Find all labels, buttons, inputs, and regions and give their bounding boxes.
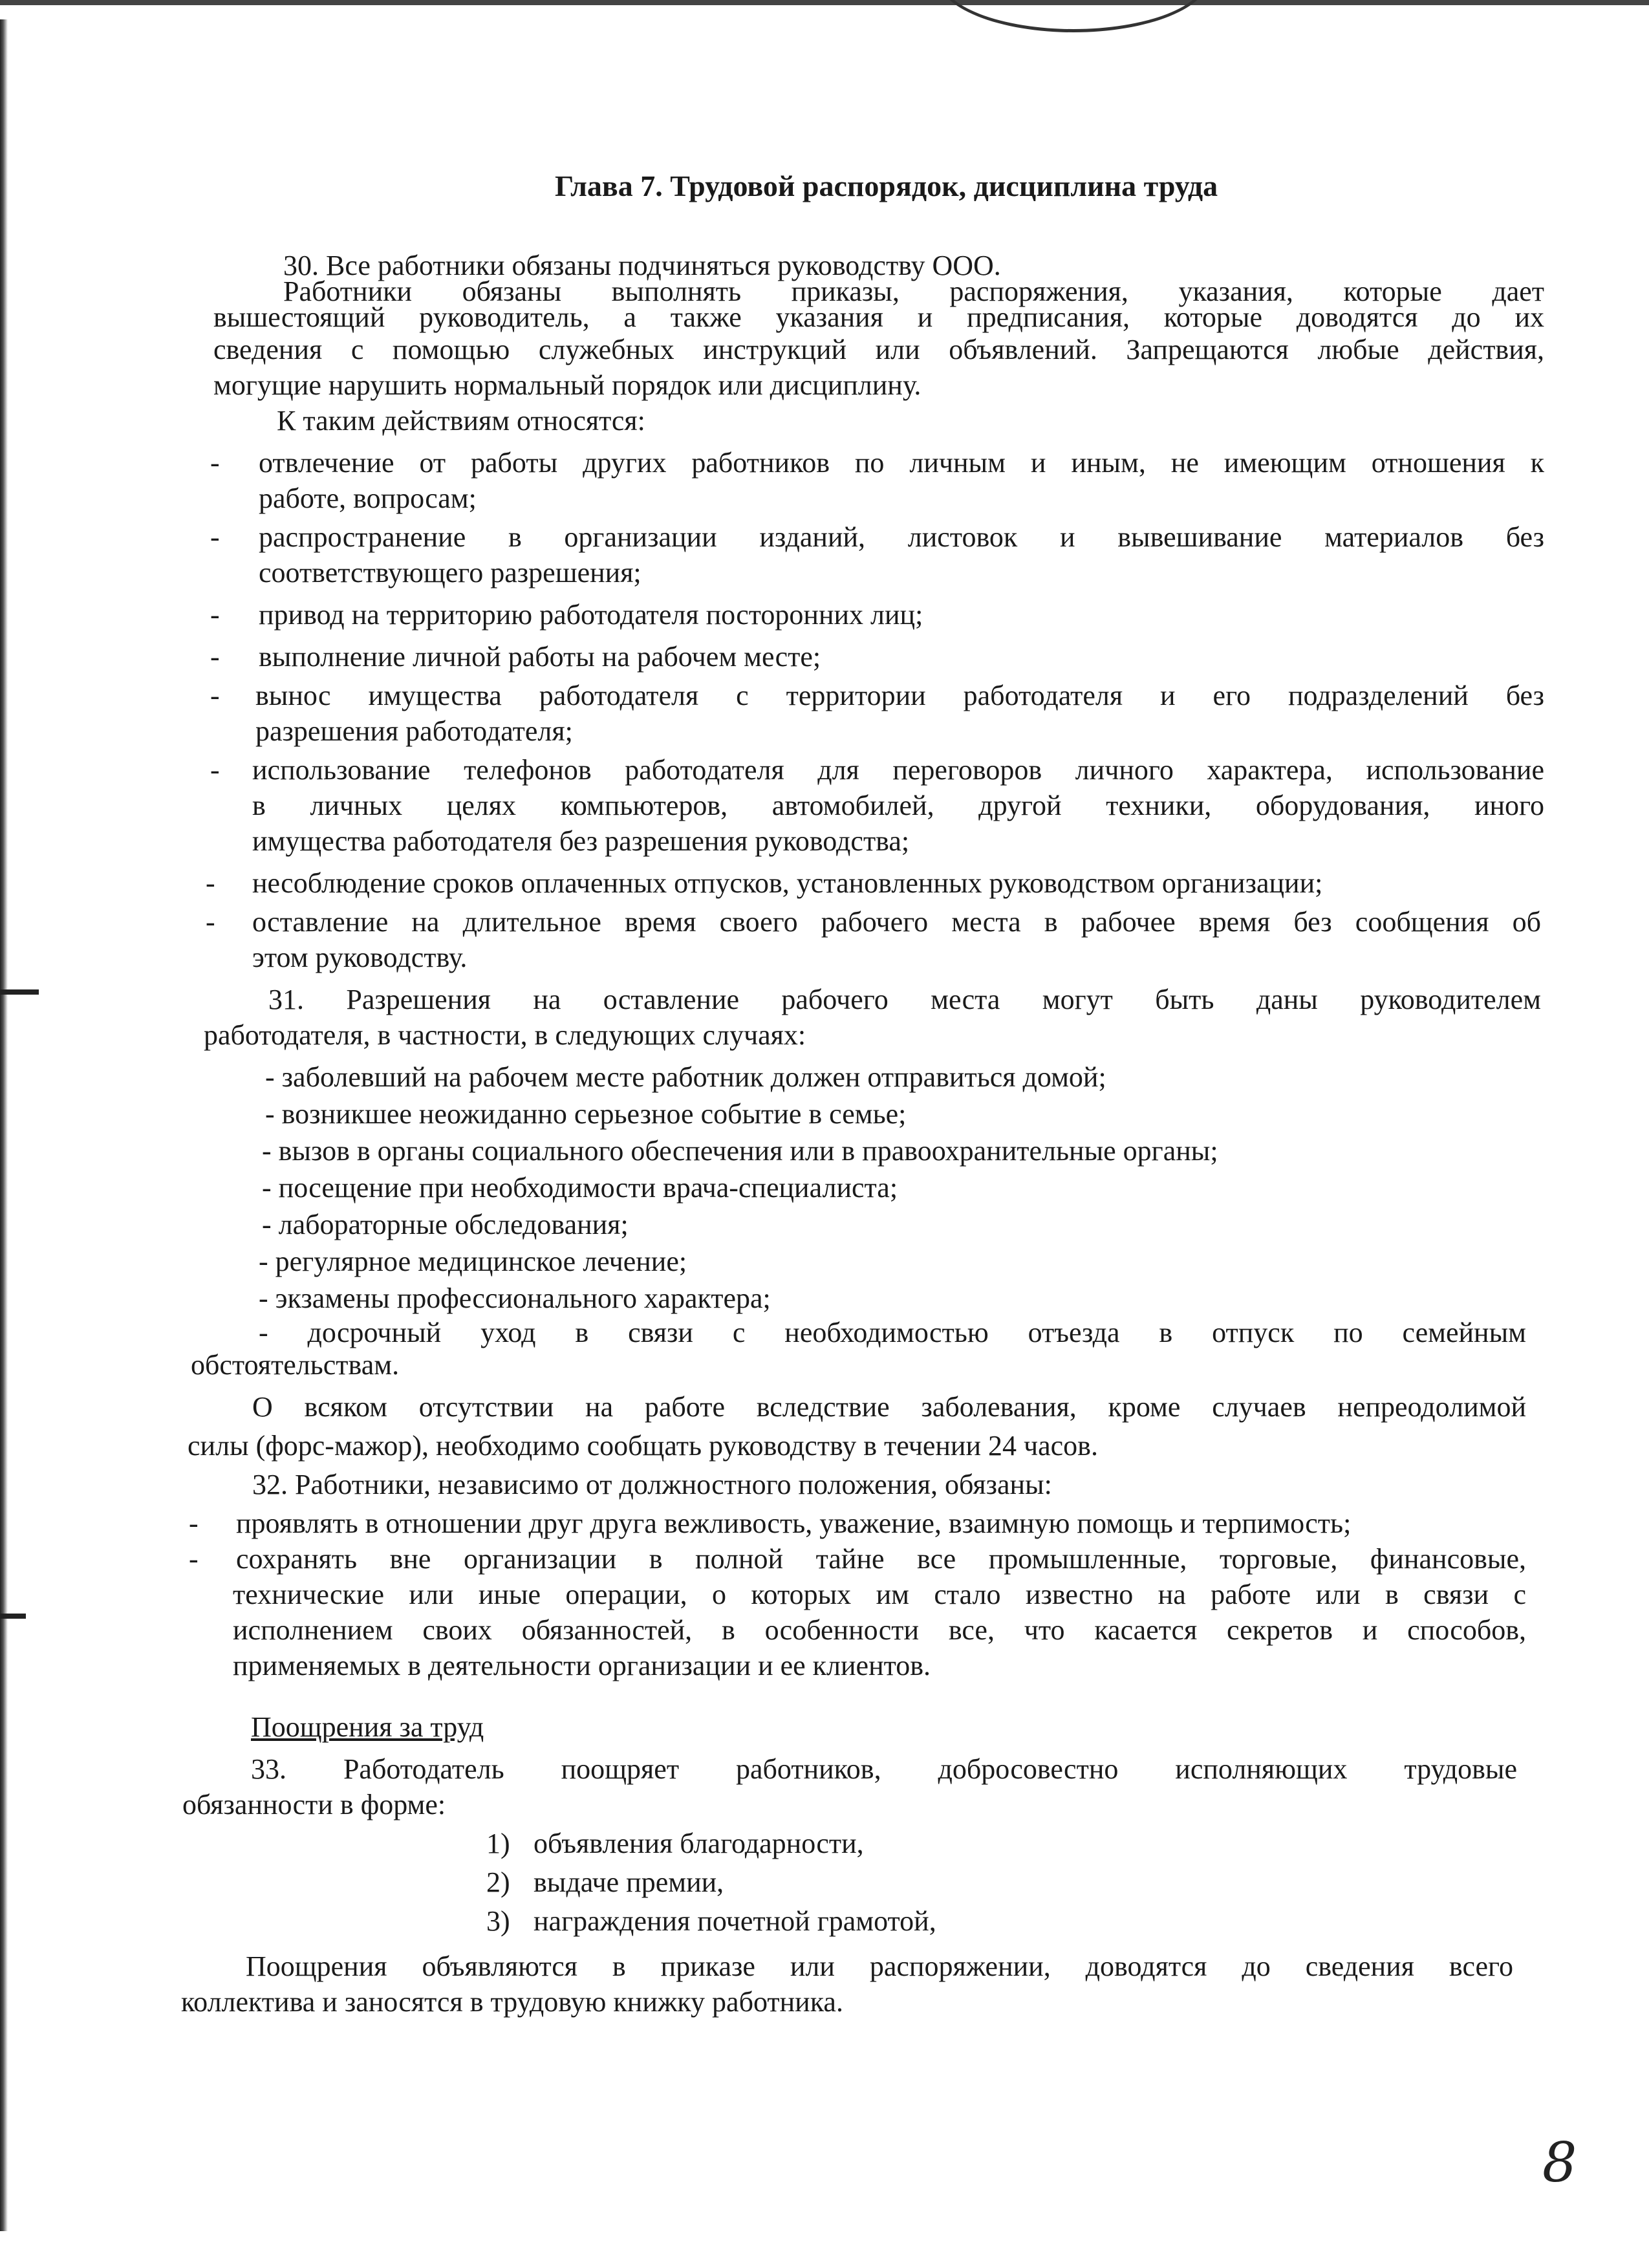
list-item: проявлять в отношении друг друга вежливость, уважение, взаимную помощь и терпимость; — [236, 1507, 1352, 1539]
paragraph-line: вышестоящий руководитель, а также указания и предписания, которые доводятся до их — [213, 301, 1544, 333]
list-item: оставление на длительное время своего рабочего места в рабочее время без сообщения об — [252, 906, 1541, 938]
paragraph-line: коллектива и заносятся в трудовую книжку работника. — [181, 1986, 843, 2018]
list-bullet: - — [206, 906, 215, 938]
list-item: - вызов в органы социального обеспечения или в правоохранительные органы; — [262, 1135, 1218, 1167]
scan-left-edge — [0, 19, 8, 2231]
chapter-title: Глава 7. Трудовой распорядок, дисциплина труда — [555, 169, 1218, 202]
paragraph-line: силы (форс-мажор), необходимо сообщать руководству в течении 24 часов. — [188, 1430, 1098, 1462]
page-number: 8 — [1542, 2131, 1577, 2194]
list-item: разрешения работодателя; — [255, 715, 573, 747]
list-item: использование телефонов работодателя для переговоров личного характера, использование — [252, 754, 1544, 786]
paragraph-line: 31. Разрешения на оставление рабочего места могут быть даны руководителем — [268, 984, 1541, 1015]
list-item: несоблюдение сроков оплаченных отпусков, установленных руководством организации; — [252, 867, 1323, 899]
list-item: привод на территорию работодателя посторонних лиц; — [259, 599, 923, 631]
list-item: распространение в организации изданий, листовок и вывешивание материалов без — [259, 521, 1544, 553]
numbered-marker: 3) — [486, 1905, 510, 1937]
list-item: технические или иные операции, о которых им стало известно на работе или в связи с — [233, 1579, 1526, 1610]
scan-top-edge — [0, 0, 1649, 5]
list-item: исполнением своих обязанностей, в особенности все, что касается секретов и способов, — [233, 1614, 1526, 1646]
list-bullet: - — [189, 1507, 199, 1539]
numbered-item: объявления благодарности, — [534, 1828, 864, 1859]
paragraph-line: могущие нарушить нормальный порядок или дисциплину. — [213, 369, 921, 401]
numbered-marker: 2) — [486, 1866, 510, 1898]
list-item: выполнение личной работы на рабочем месте; — [259, 641, 821, 673]
list-item: - посещение при необходимости врача-специалиста; — [262, 1172, 898, 1204]
list-item: - досрочный уход в связи с необходимостью отъезда в отпуск по семейным — [259, 1317, 1526, 1348]
list-item: вынос имущества работодателя с территории работодателя и его подразделений без — [255, 680, 1544, 711]
list-bullet: - — [210, 680, 220, 711]
paragraph-line: Поощрения объявляются в приказе или распоряжении, доводятся до сведения всего — [246, 1950, 1513, 1982]
scan-edge-mark — [0, 1614, 26, 1619]
list-bullet: - — [189, 1543, 199, 1575]
paragraph-line: Работники обязаны выполнять приказы, распоряжения, указания, которые дает — [283, 275, 1544, 307]
list-item: в личных целях компьютеров, автомобилей, другой техники, оборудования, иного — [252, 790, 1544, 821]
list-bullet: - — [210, 641, 220, 673]
list-bullet: - — [210, 754, 220, 786]
list-item: сохранять вне организации в полной тайне все промышленные, торговые, финансовые, — [236, 1543, 1526, 1575]
paragraph-line: К таким действиям относятся: — [277, 405, 645, 437]
paragraph-line: сведения с помощью служебных инструкций или объявлений. Запрещаются любые действия, — [213, 334, 1544, 365]
paragraph-line: О всяком отсутствии на работе вследствие заболевания, кроме случаев непреодолимой — [252, 1391, 1526, 1423]
paragraph-line: 30. Все работники обязаны подчиняться руководству ООО. — [283, 250, 1001, 281]
paragraph-line: 32. Работники, независимо от должностного положения, обязаны: — [252, 1469, 1052, 1500]
list-bullet: - — [210, 447, 220, 479]
list-bullet: - — [210, 599, 220, 631]
list-item: имущества работодателя без разрешения руководства; — [252, 825, 910, 857]
list-item: соответствующего разрешения; — [259, 557, 641, 589]
numbered-marker: 1) — [486, 1828, 510, 1859]
list-item: отвлечение от работы других работников по личным и иным, не имеющим отношения к — [259, 447, 1544, 479]
list-item: - регулярное медицинское лечение; — [259, 1246, 687, 1277]
list-item: - возникшее неожиданно серьезное событие в семье; — [265, 1098, 907, 1130]
list-bullet: - — [206, 867, 215, 899]
list-bullet: - — [210, 521, 220, 553]
list-item: применяемых в деятельности организации и ее клиентов. — [233, 1650, 931, 1681]
paragraph-line: работодателя, в частности, в следующих случаях: — [204, 1019, 806, 1051]
section-heading: Поощрения за труд — [251, 1711, 484, 1743]
list-item: обстоятельствам. — [191, 1349, 400, 1381]
paragraph-line: обязанности в форме: — [182, 1789, 446, 1820]
list-item: работе, вопросам; — [259, 482, 477, 514]
list-item: - лабораторные обследования; — [262, 1209, 629, 1240]
paragraph-line: 33. Работодатель поощряет работников, добросовестно исполняющих трудовые — [251, 1753, 1517, 1785]
scan-edge-mark — [0, 989, 39, 995]
list-item: - экзамены профессионального характера; — [259, 1282, 771, 1314]
stamp-seal — [938, 0, 1209, 32]
list-item: этом руководству. — [252, 942, 468, 973]
numbered-item: награждения почетной грамотой, — [534, 1905, 936, 1937]
list-item: - заболевший на рабочем месте работник должен отправиться домой; — [265, 1061, 1106, 1093]
numbered-item: выдаче премии, — [534, 1866, 724, 1898]
